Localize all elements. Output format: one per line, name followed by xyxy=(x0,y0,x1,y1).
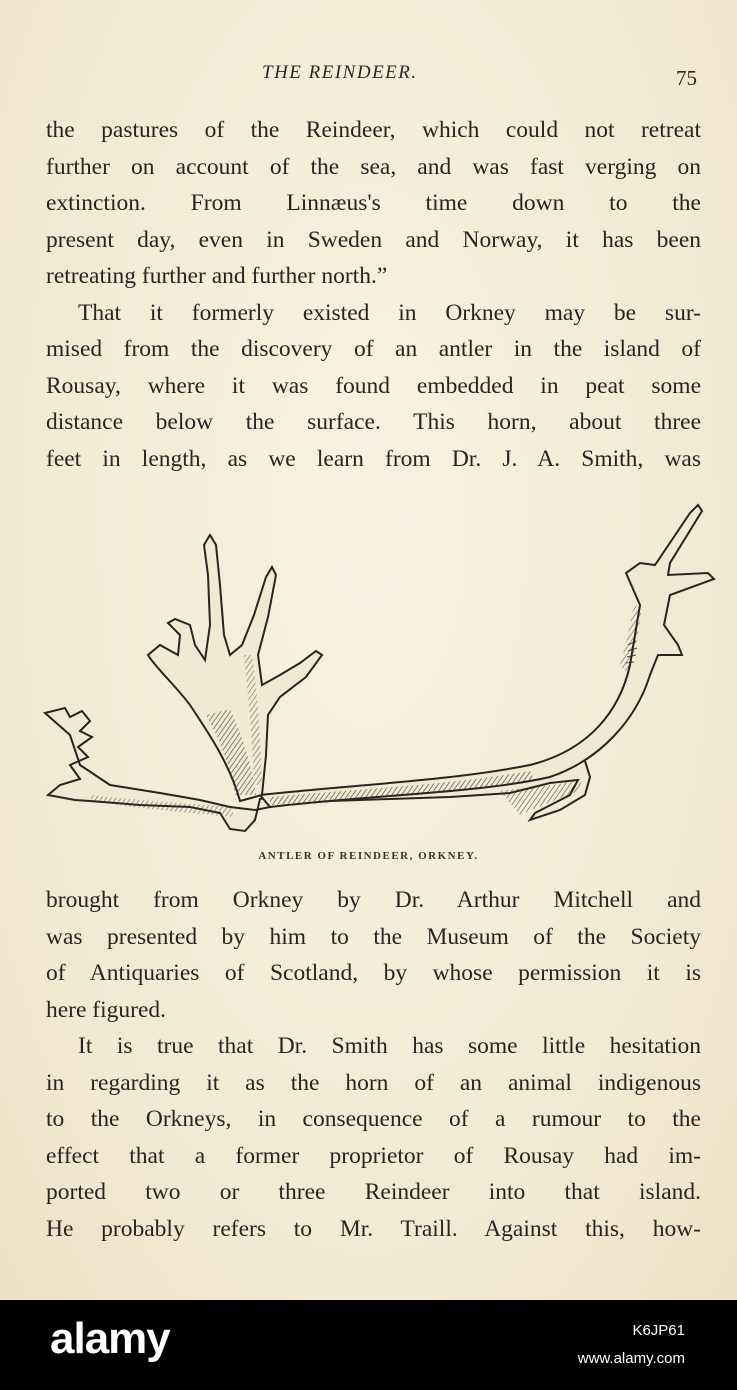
body-text-top xyxy=(46,112,701,477)
text-line: in regarding it as the horn of an animal indigenous xyxy=(46,1069,701,1096)
text-line: feet in length, as we learn from Dr. J. A. Smith, was xyxy=(46,445,701,472)
body-text-bottom xyxy=(46,882,701,1247)
antler-illustration xyxy=(30,495,720,840)
image-id: K6JP61 xyxy=(632,1322,685,1339)
text-line: to the Orkneys, in consequence of a rumour to the xyxy=(46,1106,701,1132)
text-line: ported two or three Reindeer into that island. xyxy=(46,1179,701,1205)
text-line: distance below the surface. This horn, about three xyxy=(46,409,701,435)
text-line: He probably refers to Mr. Traill. Against this, how- xyxy=(46,1215,701,1242)
text-line: here figured. xyxy=(46,996,167,1023)
footer-url: www.alamy.com xyxy=(577,1350,685,1367)
alamy-logo: alamy xyxy=(50,1314,170,1363)
text-line: It is true that Dr. Smith has some little hesitation xyxy=(78,1033,701,1059)
text-line: That it formerly existed in Orkney may be sur- xyxy=(78,299,701,326)
running-head xyxy=(0,62,737,90)
text-line: the pastures of the Reindeer, which could not retreat xyxy=(46,117,701,143)
page-number: 75 xyxy=(676,66,697,90)
text-line: further on account of the sea, and was fast verging on xyxy=(46,153,701,180)
text-line: was presented by him to the Museum of the Society xyxy=(46,923,701,950)
text-line: effect that a former proprietor of Rousay had im- xyxy=(46,1142,701,1169)
text-line: present day, even in Sweden and Norway, it has been xyxy=(46,226,701,253)
text-line: mised from the discovery of an antler in the island of xyxy=(46,336,701,362)
text-line: Rousay, where it was found embedded in peat some xyxy=(46,372,701,399)
running-title: THE REINDEER. xyxy=(262,62,418,83)
text-line: brought from Orkney by Dr. Arthur Mitchell and xyxy=(46,887,701,913)
watermark-footer xyxy=(0,1300,737,1390)
text-line: retreating further and further north.” xyxy=(46,263,388,289)
text-line: extinction. From Linnæus's time down to the xyxy=(46,190,701,216)
text-line: of Antiquaries of Scotland, by whose permission it is xyxy=(46,960,701,986)
figure-caption: ANTLER OF REINDEER, ORKNEY. xyxy=(258,850,479,862)
antler-drawing xyxy=(30,495,720,840)
